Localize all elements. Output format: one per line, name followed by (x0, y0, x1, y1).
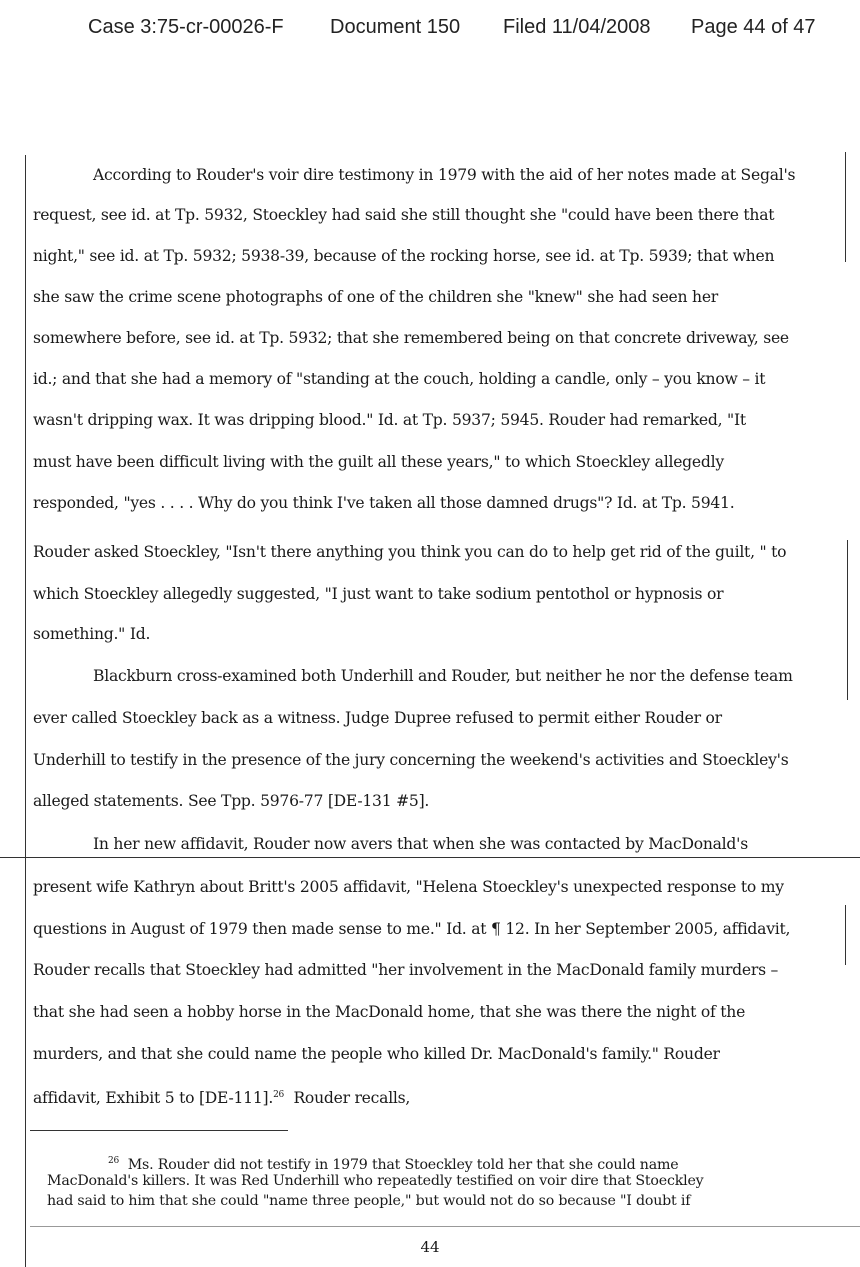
footnote-mark: 26 (108, 1156, 120, 1166)
right-margin-line-top (845, 152, 846, 262)
text-line: present wife Kathryn about Britt's 2005 affidavit, "Helena Stoeckley's unexpected response to my (33, 878, 784, 896)
text-line: murders, and that she could name the people who killed Dr. MacDonald's family." Rouder (33, 1045, 720, 1063)
text-line: alleged statements. See Tpp. 5976-77 [DE-131 #5]. (33, 792, 430, 810)
text-line: Underhill to testify in the presence of the jury concerning the weekend's activities and Stoeckley's (33, 751, 789, 769)
document-number: Document 150 (330, 16, 461, 38)
text-line: something." Id. (33, 625, 151, 643)
text-line: Blackburn cross-examined both Underhill and Rouder, but neither he nor the defense team (93, 667, 793, 685)
page-number: 44 (420, 1238, 440, 1256)
text-line: request, see id. at Tp. 5932, Stoeckley had said she still thought she "could have been there that (33, 206, 775, 224)
text-line: Rouder recalls that Stoeckley had admitted "her involvement in the MacDonald family murders – (33, 961, 779, 979)
text-line: questions in August of 1979 then made sense to me." Id. at ¶ 12. In her September 2005, affidavit, (33, 920, 791, 938)
text-line: somewhere before, see id. at Tp. 5932; that she remembered being on that concrete driveway, see (33, 329, 789, 347)
right-margin-line-low (845, 905, 846, 965)
text-line: According to Rouder's voir dire testimony in 1979 with the aid of her notes made at Segal's (93, 166, 796, 184)
footnote-text: Ms. Rouder did not testify in 1979 that Stoeckley told her that she could name (127, 1157, 679, 1173)
text-line: responded, "yes . . . . Why do you think I've taken all those damned drugs"? Id. at Tp. 5941. (33, 494, 735, 512)
text-line-segment: Rouder recalls, (293, 1089, 411, 1107)
page-indicator: Page 44 of 47 (691, 16, 816, 38)
footnote-separator (30, 1130, 288, 1131)
text-line: night," see id. at Tp. 5932; 5938-39, because of the rocking horse, see id. at Tp. 5939; that when (33, 247, 775, 265)
filed-date: Filed 11/04/2008 (503, 16, 651, 38)
text-line (33, 1085, 410, 1108)
footnote-line: had said to him that she could "name three people," but would not do so because "I doubt if (47, 1193, 691, 1209)
text-line: wasn't dripping wax. It was dripping blood." Id. at Tp. 5937; 5945. Rouder had remarked, "It (33, 411, 746, 429)
text-line: she saw the crime scene photographs of one of the children she "knew" she had seen her (33, 288, 719, 306)
scan-divider-line (0, 857, 860, 858)
footnote-line: MacDonald's killers. It was Red Underhill who repeatedly testified on voir dire that Stoeckley (47, 1173, 704, 1189)
footnote-line (108, 1152, 678, 1174)
text-line: In her new affidavit, Rouder now avers that when she was contacted by MacDonald's (93, 835, 748, 853)
text-line: id.; and that she had a memory of "standing at the couch, holding a candle, only – you know – it (33, 370, 766, 388)
footnote-bottom-rule (30, 1226, 860, 1227)
right-margin-line-mid (847, 540, 848, 700)
text-line: that she had seen a hobby horse in the MacDonald home, that she was there the night of the (33, 1003, 746, 1021)
footnote-reference: 26 (273, 1090, 285, 1100)
case-number: Case 3:75-cr-00026-F (88, 16, 284, 38)
text-line-segment: affidavit, Exhibit 5 to [DE-111]. (33, 1089, 274, 1107)
text-line: ever called Stoeckley back as a witness. Judge Dupree refused to permit either Rouder or (33, 709, 722, 727)
text-line: Rouder asked Stoeckley, "Isn't there anything you think you can do to help get rid of the guilt, " to (33, 543, 787, 561)
text-line: which Stoeckley allegedly suggested, "I just want to take sodium pentothol or hypnosis or (33, 585, 724, 603)
left-margin-line (25, 155, 26, 1267)
text-line: must have been difficult living with the guilt all these years," to which Stoeckley allegedly (33, 453, 724, 471)
